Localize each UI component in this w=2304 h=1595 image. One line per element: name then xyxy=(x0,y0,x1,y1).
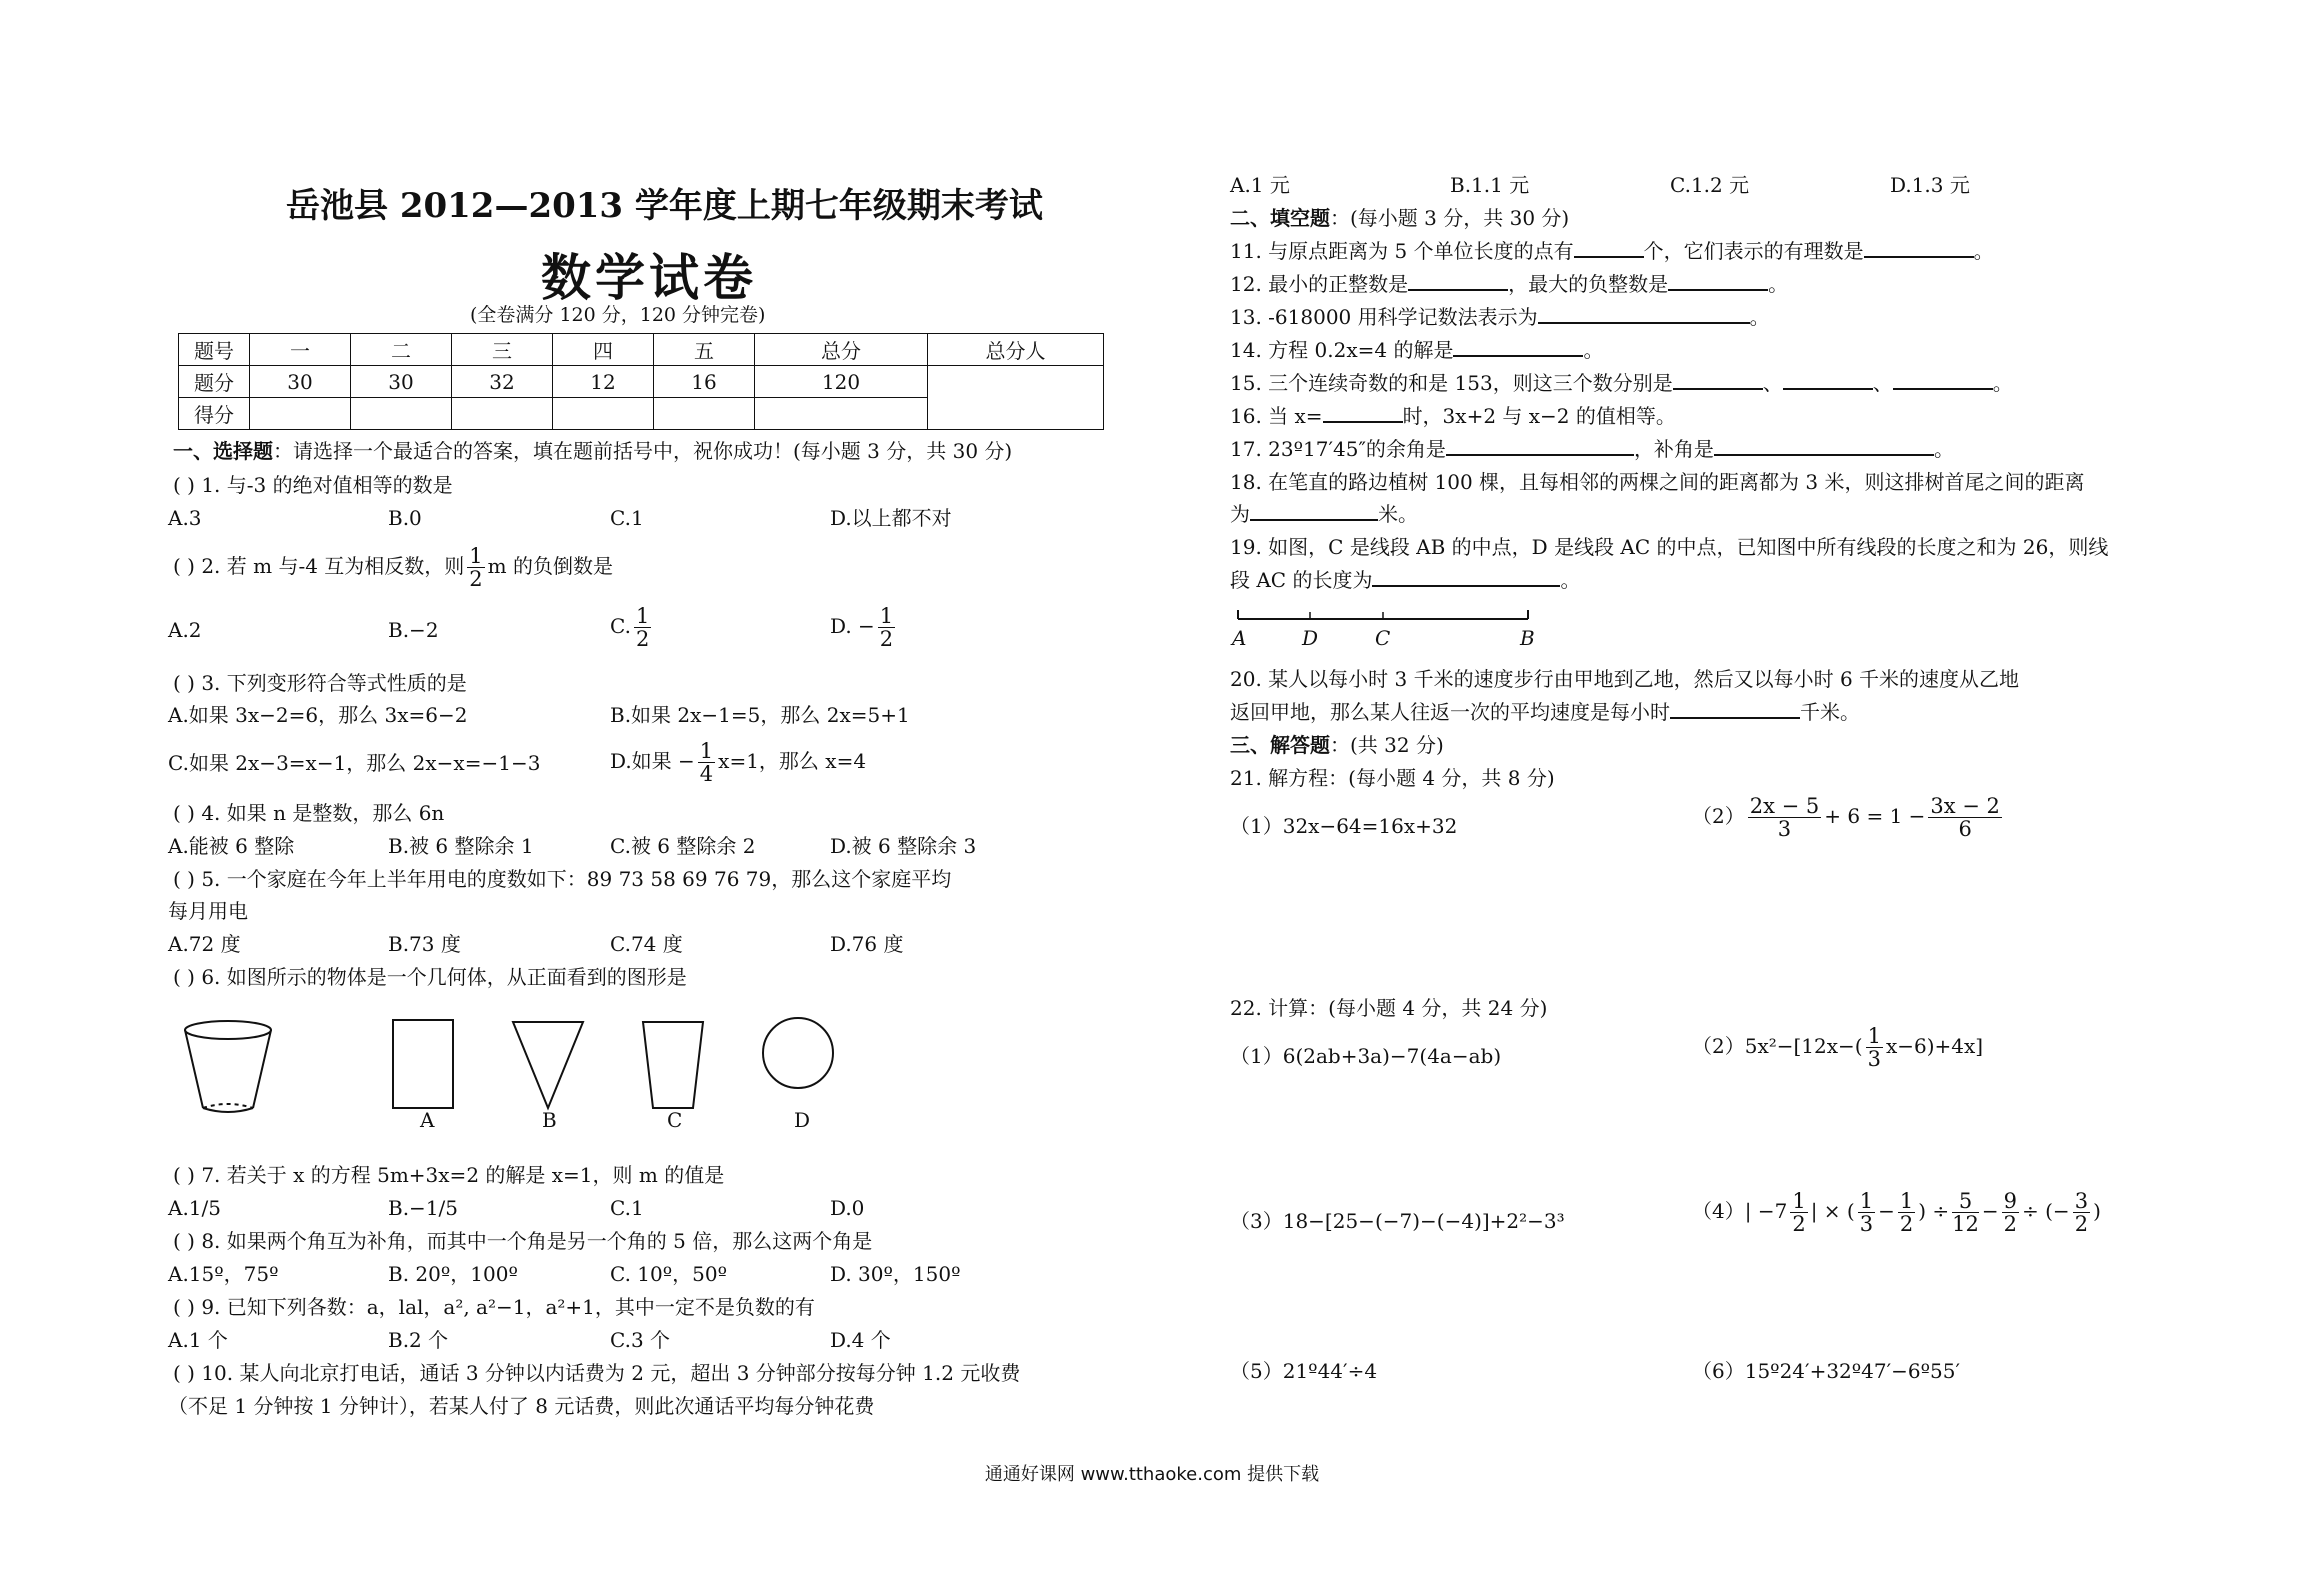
option-d-circle xyxy=(763,1018,833,1088)
q22-part5: （5）21º44′÷4 xyxy=(1230,1359,1378,1383)
option-d: D.0 xyxy=(830,1196,865,1220)
numerator: 2x − 5 xyxy=(1749,794,1820,818)
instruction-text: ：请选择一个最适合的答案，填在题前括号中，祝你成功！(每小题 3 分，共 30 分) xyxy=(273,439,1013,463)
numerator: 1 xyxy=(1899,1189,1914,1213)
part4-frac-1 xyxy=(1790,1190,1807,1235)
numerator: 1 xyxy=(879,604,894,628)
q15-blank-2[interactable] xyxy=(1783,370,1873,390)
q2-stem-b: m 的负倒数是 xyxy=(487,554,613,578)
option-a: A.3 xyxy=(168,506,202,530)
option-b: B.−1/5 xyxy=(388,1196,458,1220)
q21-stem: 21. 解方程：(每小题 4 分，共 8 分) xyxy=(1230,766,1555,790)
denominator: 3 xyxy=(1859,1212,1874,1236)
col-header: 三 xyxy=(452,334,553,366)
option-b: B.0 xyxy=(388,506,422,530)
q2-frac xyxy=(467,545,484,590)
part2-frac xyxy=(1866,1025,1883,1070)
numerator: 3x − 2 xyxy=(1930,794,2000,818)
q19-text-c: 。 xyxy=(1560,568,1581,592)
q20-line1: 20. 某人以每小时 3 千米的速度步行由甲地到乙地，然后又以每小时 6 千米的速度从乙地 xyxy=(1230,667,2020,691)
heading-text: 二、填空题 xyxy=(1230,206,1330,230)
q17-blank-1[interactable] xyxy=(1446,436,1634,456)
points-cell: 32 xyxy=(452,366,553,398)
part4-frac-6 xyxy=(2073,1190,2090,1235)
part4-frac-2 xyxy=(1858,1190,1875,1235)
option-c: C. 10º，50º xyxy=(610,1262,728,1286)
q22-part6: （6）15º24′+32º47′−6º55′ xyxy=(1692,1359,1961,1383)
q19-line2 xyxy=(1230,567,1580,593)
q22-stem: 22. 计算：(每小题 4 分，共 24 分) xyxy=(1230,996,1548,1020)
row-label: 题号 xyxy=(179,334,250,366)
option-d: D. 30º，150º xyxy=(830,1262,961,1286)
option-b-triangle xyxy=(513,1022,583,1108)
q22-part3: （3）18−[25−(−7)−(−4)]+2²−3³ xyxy=(1230,1209,1565,1233)
option-a: A.1/5 xyxy=(168,1196,221,1220)
score-cell[interactable] xyxy=(452,398,553,430)
denominator: 6 xyxy=(1958,817,1972,841)
q12 xyxy=(1230,271,1788,297)
q4-stem: ( ) 4. 如果 n 是整数，那么 6n xyxy=(173,801,445,825)
q15-blank-1[interactable] xyxy=(1673,370,1763,390)
option-b: B.−2 xyxy=(388,618,439,642)
part-label: （2） xyxy=(1692,804,1745,828)
heading-text: 三、解答题 xyxy=(1230,733,1330,757)
q10-stem: ( ) 10. 某人向北京打电话，通话 3 分钟以内话费为 2 元，超出 3 分钟部分按每分钟 1.2 元收费 xyxy=(173,1361,1021,1385)
option-d: D.1.3 元 xyxy=(1890,173,1970,197)
denominator: 2 xyxy=(879,627,894,651)
grader-cell[interactable] xyxy=(928,366,1104,430)
q13-text-b: 。 xyxy=(1749,305,1770,329)
score-cell[interactable] xyxy=(755,398,928,430)
q14 xyxy=(1230,337,1603,363)
grader-header: 总分人 xyxy=(928,334,1104,366)
part4-text-a: （4）| −7 xyxy=(1692,1199,1788,1223)
denominator: 12 xyxy=(1952,1212,1979,1236)
q22-part1: （1）6(2ab+3a)−7(4a−ab) xyxy=(1230,1044,1502,1068)
option-d-label: D. − xyxy=(830,614,875,638)
part4-text-c: − xyxy=(1878,1199,1895,1223)
part2-text-a: （2）5x²−[12x−( xyxy=(1692,1034,1863,1058)
point-d: D xyxy=(1302,626,1319,650)
part4-frac-4 xyxy=(1952,1190,1979,1235)
q6-figure xyxy=(168,1010,868,1130)
q15-end: 。 xyxy=(1992,371,2013,395)
numerator: 5 xyxy=(1952,1190,1979,1213)
option-a-rectangle xyxy=(393,1020,453,1108)
q15-sep-1: 、 xyxy=(1762,371,1783,395)
part4-text-e: − xyxy=(1981,1199,1999,1223)
part4-frac-5 xyxy=(2002,1190,2019,1235)
exam-title: 岳池县 2012—2013 学年度上期七年级期末考试 xyxy=(286,186,1043,226)
q11-text-c: 。 xyxy=(1973,239,1994,263)
q11 xyxy=(1230,238,1994,264)
denominator: 2 xyxy=(2074,1212,2089,1236)
option-b: B. 20º，100º xyxy=(388,1262,518,1286)
option-c: C.74 度 xyxy=(610,932,683,956)
q17-blank-2[interactable] xyxy=(1714,436,1934,456)
q21-part1: （1）32x−64=16x+32 xyxy=(1230,814,1458,838)
points-cell: 30 xyxy=(250,366,351,398)
option-b: B.1.1 元 xyxy=(1450,173,1530,197)
cup-solid xyxy=(185,1021,271,1112)
option-b: B.被 6 整除余 1 xyxy=(388,834,534,858)
q12-blank-2[interactable] xyxy=(1668,271,1768,291)
option-d xyxy=(610,740,866,785)
q19-text-b: 段 AC 的长度为 xyxy=(1230,568,1373,592)
option-d-frac xyxy=(878,605,895,650)
numerator: 3 xyxy=(2074,1189,2089,1213)
q11-text-a: 11. 与原点距离为 5 个单位长度的点有 xyxy=(1230,239,1574,263)
option-c-frac xyxy=(634,605,651,650)
q1-stem: ( ) 1. 与-3 的绝对值相等的数是 xyxy=(173,473,453,497)
option-d xyxy=(830,605,898,650)
option-d-rest: x=1，那么 x=4 xyxy=(718,749,867,773)
denominator: 3 xyxy=(1867,1047,1881,1071)
score-cell[interactable] xyxy=(553,398,654,430)
numerator: 1 xyxy=(635,604,650,628)
option-d-label: D.如果 − xyxy=(610,749,695,773)
q19-blank[interactable] xyxy=(1372,567,1560,587)
col-header: 总分 xyxy=(755,334,928,366)
option-a: A.能被 6 整除 xyxy=(168,834,295,858)
q16 xyxy=(1230,403,1676,429)
points-cell: 120 xyxy=(755,366,928,398)
option-c-label: C. xyxy=(610,614,631,638)
option-c: C.3 个 xyxy=(610,1328,671,1352)
section2-heading xyxy=(1230,205,1569,231)
row-label: 题分 xyxy=(179,366,250,398)
label-a: A xyxy=(420,1108,435,1132)
numerator: 1 xyxy=(1792,1189,1806,1213)
q17-text-c: 。 xyxy=(1933,437,1954,461)
option-c-trapezoid xyxy=(643,1022,703,1108)
q20-text-b: 返回甲地，那么某人往返一次的平均速度是每小时 xyxy=(1230,700,1670,724)
denominator: 2 xyxy=(469,567,483,591)
denominator: 3 xyxy=(1777,817,1792,841)
numerator: 1 xyxy=(1859,1189,1874,1213)
frac-left xyxy=(1748,795,1822,840)
option-b: B.73 度 xyxy=(388,932,461,956)
q21-part2 xyxy=(1692,795,2005,855)
q20-blank[interactable] xyxy=(1670,699,1800,719)
q22-part4 xyxy=(1692,1190,2101,1250)
q16-text-a: 16. 当 x= xyxy=(1230,404,1323,428)
q17-text-b: ，补角是 xyxy=(1633,437,1714,461)
label-d: D xyxy=(794,1108,811,1132)
point-b: B xyxy=(1520,626,1535,650)
q16-text-b: 时，3x+2 与 x−2 的值相等。 xyxy=(1402,404,1676,428)
q11-text-b: 个，它们表示的有理数是 xyxy=(1643,239,1864,263)
part4-text-d: ) ÷ xyxy=(1918,1199,1950,1223)
q13-blank[interactable] xyxy=(1538,304,1750,324)
q17-text-a: 17. 23º17′45″的余角是 xyxy=(1230,437,1446,461)
score-cell[interactable] xyxy=(351,398,452,430)
footer-credit: 通通好课网 www.tthaoke.com 提供下载 xyxy=(984,1464,1320,1485)
q19-line1: 19. 如图，C 是线段 AB 的中点，D 是线段 AC 的中点，已知图中所有线段的长度之和为 26，则线 xyxy=(1230,535,2109,559)
score-table xyxy=(178,333,1104,430)
points-cell: 12 xyxy=(553,366,654,398)
label-c: C xyxy=(667,1108,683,1132)
option-c xyxy=(610,605,654,650)
option-b: B.如果 2x−1=5，那么 2x=5+1 xyxy=(610,703,910,727)
part4-frac-3 xyxy=(1898,1190,1915,1235)
option-d: D.被 6 整除余 3 xyxy=(830,834,977,858)
option-c: C.1.2 元 xyxy=(1670,173,1750,197)
q18-text-b: 为 xyxy=(1230,502,1250,526)
numerator: 9 xyxy=(2003,1189,2018,1213)
q12-text-a: 12. 最小的正整数是 xyxy=(1230,272,1409,296)
q18-text-c: 米。 xyxy=(1378,502,1418,526)
instruction-text: ：(共 32 分) xyxy=(1330,733,1444,757)
denominator: 2 xyxy=(1899,1212,1914,1236)
option-a: A.15º，75º xyxy=(168,1262,279,1286)
option-a: A.如果 3x−2=6，那么 3x=6−2 xyxy=(168,703,468,727)
q11-blank-2[interactable] xyxy=(1864,238,1974,258)
option-c: C.被 6 整除余 2 xyxy=(610,834,756,858)
col-header: 一 xyxy=(250,334,351,366)
numerator: 1 xyxy=(1867,1024,1881,1048)
option-d: D.4 个 xyxy=(830,1328,891,1352)
q9-stem: ( ) 9. 已知下列各数：a，lal，a², a²−1，a²+1，其中一定不是负数的有 xyxy=(173,1295,815,1319)
option-a: A.1 元 xyxy=(1230,173,1290,197)
points-cell: 30 xyxy=(351,366,452,398)
part4-text-b: | × ( xyxy=(1810,1199,1855,1223)
option-d-frac: $\frac{1}{4}$ xyxy=(699,739,714,786)
q15-text-a: 15. 三个连续奇数的和是 153，则这三个数分别是 xyxy=(1230,371,1673,395)
part2-text-b: x−6)+4x] xyxy=(1885,1034,1984,1058)
denominator: 2 xyxy=(2003,1212,2018,1236)
exam-subtitle: 数学试卷 xyxy=(541,248,757,307)
section1-heading xyxy=(173,438,1012,464)
q14-text-b: 。 xyxy=(1583,338,1604,362)
q13 xyxy=(1230,304,1770,330)
instruction-text: ：(每小题 3 分，共 30 分) xyxy=(1330,206,1570,230)
option-b: B.2 个 xyxy=(388,1328,449,1352)
point-a: A xyxy=(1232,626,1247,650)
heading-text: 一、选择题 xyxy=(173,439,273,463)
option-c: C.1 xyxy=(610,506,644,530)
q17 xyxy=(1230,436,1954,462)
col-header: 五 xyxy=(654,334,755,366)
exam-note: (全卷满分 120 分，120 分钟完卷) xyxy=(470,304,766,326)
option-a: A.2 xyxy=(168,618,202,642)
option-a: A.72 度 xyxy=(168,932,241,956)
q15-blank-3[interactable] xyxy=(1893,370,1993,390)
denominator: 2 xyxy=(635,627,650,651)
q14-blank[interactable] xyxy=(1453,337,1583,357)
q11-blank-1[interactable] xyxy=(1574,238,1644,258)
q6-stem: ( ) 6. 如图所示的物体是一个几何体，从正面看到的图形是 xyxy=(173,965,687,989)
q12-blank-1[interactable] xyxy=(1408,271,1508,291)
frac-right xyxy=(1928,795,2002,840)
part4-text-f: ÷ (− xyxy=(2022,1199,2070,1223)
q3-stem: ( ) 3. 下列变形符合等式性质的是 xyxy=(173,671,467,695)
q10-stem2: （不足 1 分钟按 1 分钟计），若某人付了 8 元话费，则此次通话平均每分钟花费 xyxy=(168,1394,875,1418)
q18-line2 xyxy=(1230,501,1418,527)
option-d: D.76 度 xyxy=(830,932,904,956)
q22-part2 xyxy=(1692,1025,1983,1085)
section3-heading xyxy=(1230,732,1444,758)
option-a: A.1 个 xyxy=(168,1328,228,1352)
q5-stem2: 每月用电 xyxy=(168,899,248,923)
score-cell[interactable] xyxy=(250,398,351,430)
label-b: B xyxy=(542,1108,557,1132)
q5-stem: ( ) 5. 一个家庭在今年上半年用电的度数如下：89 73 58 69 76 79，那么这个家庭平均 xyxy=(173,867,952,891)
q8-stem: ( ) 8. 如果两个角互为补角，而其中一个角是另一个角的 5 倍，那么这两个角是 xyxy=(173,1229,873,1253)
q7-stem: ( ) 7. 若关于 x 的方程 5m+3x=2 的解是 x=1，则 m 的值是 xyxy=(173,1163,725,1187)
col-header: 二 xyxy=(351,334,452,366)
q15-sep-2: 、 xyxy=(1872,371,1893,395)
q20-text-c: 千米。 xyxy=(1800,700,1860,724)
points-cell: 16 xyxy=(654,366,755,398)
part4-text-g: ) xyxy=(2093,1199,2101,1223)
q2-stem-a: ( ) 2. 若 m 与-4 互为相反数，则 xyxy=(173,554,465,578)
q2-stem xyxy=(173,545,613,590)
numerator: 1 xyxy=(469,544,483,568)
q14-text-a: 14. 方程 0.2x=4 的解是 xyxy=(1230,338,1454,362)
q18-line1: 18. 在笔直的路边植树 100 棵，且每相邻的两棵之间的距离都为 3 米，则这排树首尾之间的距离 xyxy=(1230,470,2085,494)
col-header: 四 xyxy=(553,334,654,366)
row-label: 得分 xyxy=(179,398,250,430)
q12-text-b: ，最大的负整数是 xyxy=(1508,272,1669,296)
option-c: C.如果 2x−3=x−1，那么 2x−x=−1−3 xyxy=(168,751,541,775)
score-cell[interactable] xyxy=(654,398,755,430)
q12-text-c: 。 xyxy=(1768,272,1789,296)
q16-blank[interactable] xyxy=(1323,403,1403,423)
point-c: C xyxy=(1375,626,1391,650)
denominator: 2 xyxy=(1792,1212,1806,1236)
q15 xyxy=(1230,370,2013,396)
q13-text-a: 13. -618000 用科学记数法表示为 xyxy=(1230,305,1538,329)
option-c: C.1 xyxy=(610,1196,644,1220)
q20-line2 xyxy=(1230,699,1860,725)
q18-blank[interactable] xyxy=(1250,501,1378,521)
middle-text: + 6 = 1 − xyxy=(1824,804,1926,828)
option-d: D.以上都不对 xyxy=(830,506,952,530)
